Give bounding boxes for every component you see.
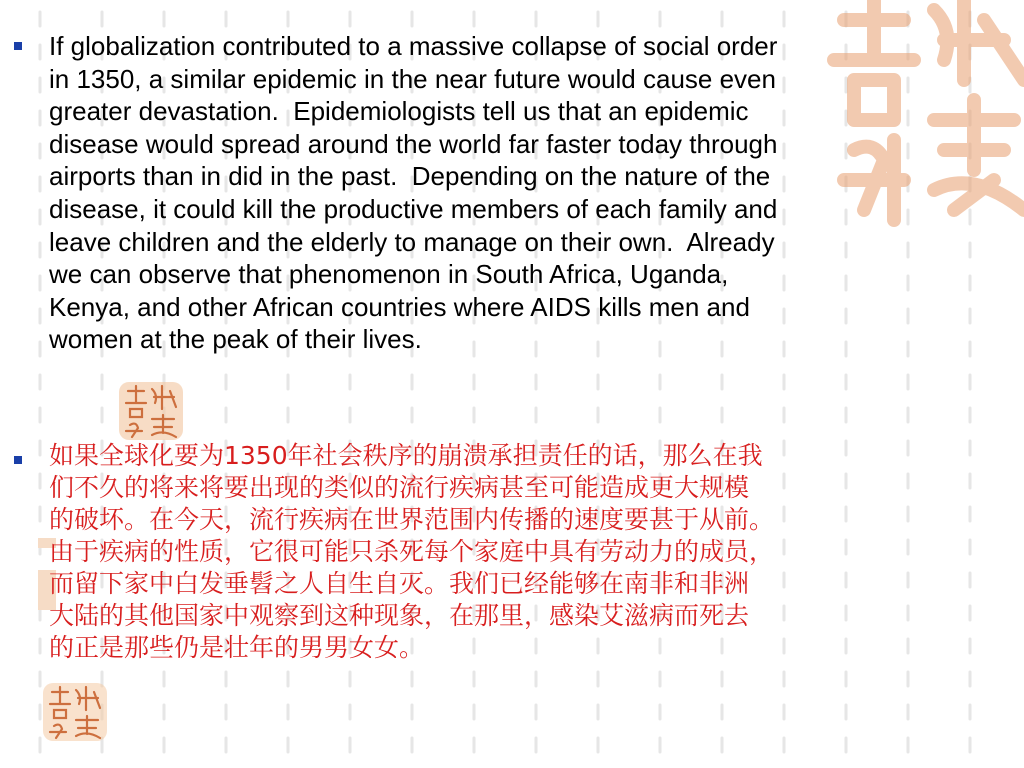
- paragraph-line: disease, it could kill the productive members of each family and: [49, 193, 778, 224]
- paragraph-line: Kenya, and other African countries where AIDS kills men and: [49, 291, 750, 322]
- paragraph-line: women at the peak of their lives.: [49, 324, 422, 355]
- chinese-paragraph: [49, 440, 1024, 664]
- square-bullet-icon: [14, 42, 22, 50]
- paragraph-line: 如果全球化要为1350年社会秩序的崩溃承担责任的话，那么在我: [49, 441, 763, 470]
- paragraph-line: leave children and the elderly to manage on their own. Already: [49, 226, 775, 257]
- paragraph-line: 大陆的其他国家中观察到这种现象，在那里，感染艾滋病而死去: [49, 601, 750, 630]
- paragraph-line: we can observe that phenomenon in South Africa, Uganda,: [49, 259, 729, 290]
- paragraph-line: disease would spread around the world far faster today through: [49, 128, 778, 159]
- paragraph-line: 由于疾病的性质，它很可能只杀死每个家庭中具有劳动力的成员，: [49, 537, 775, 566]
- english-paragraph: [49, 30, 1014, 356]
- paragraph-line: greater devastation. Epidemiologists tell us that an epidemic: [49, 96, 749, 127]
- paragraph-line: in 1350, a similar epidemic in the near future would cause even: [49, 63, 776, 94]
- paragraph-line: 们不久的将来将要出现的类似的流行疾病甚至可能造成更大规模: [49, 473, 750, 502]
- square-bullet-icon: [14, 456, 22, 464]
- paragraph-line: airports than in did in the past. Depending on the nature of the: [49, 161, 771, 192]
- paragraph-line: 的破坏。在今天，流行疾病在世界范围内传播的速度要甚于从前。: [49, 505, 775, 534]
- paragraph-line: 而留下家中白发垂髫之人自生自灭。我们已经能够在南非和非洲: [49, 569, 750, 598]
- paragraph-line: If globalization contributed to a massive collapse of social order: [49, 31, 778, 61]
- paragraph-line: 的正是那些仍是壮年的男男女女。: [49, 633, 425, 662]
